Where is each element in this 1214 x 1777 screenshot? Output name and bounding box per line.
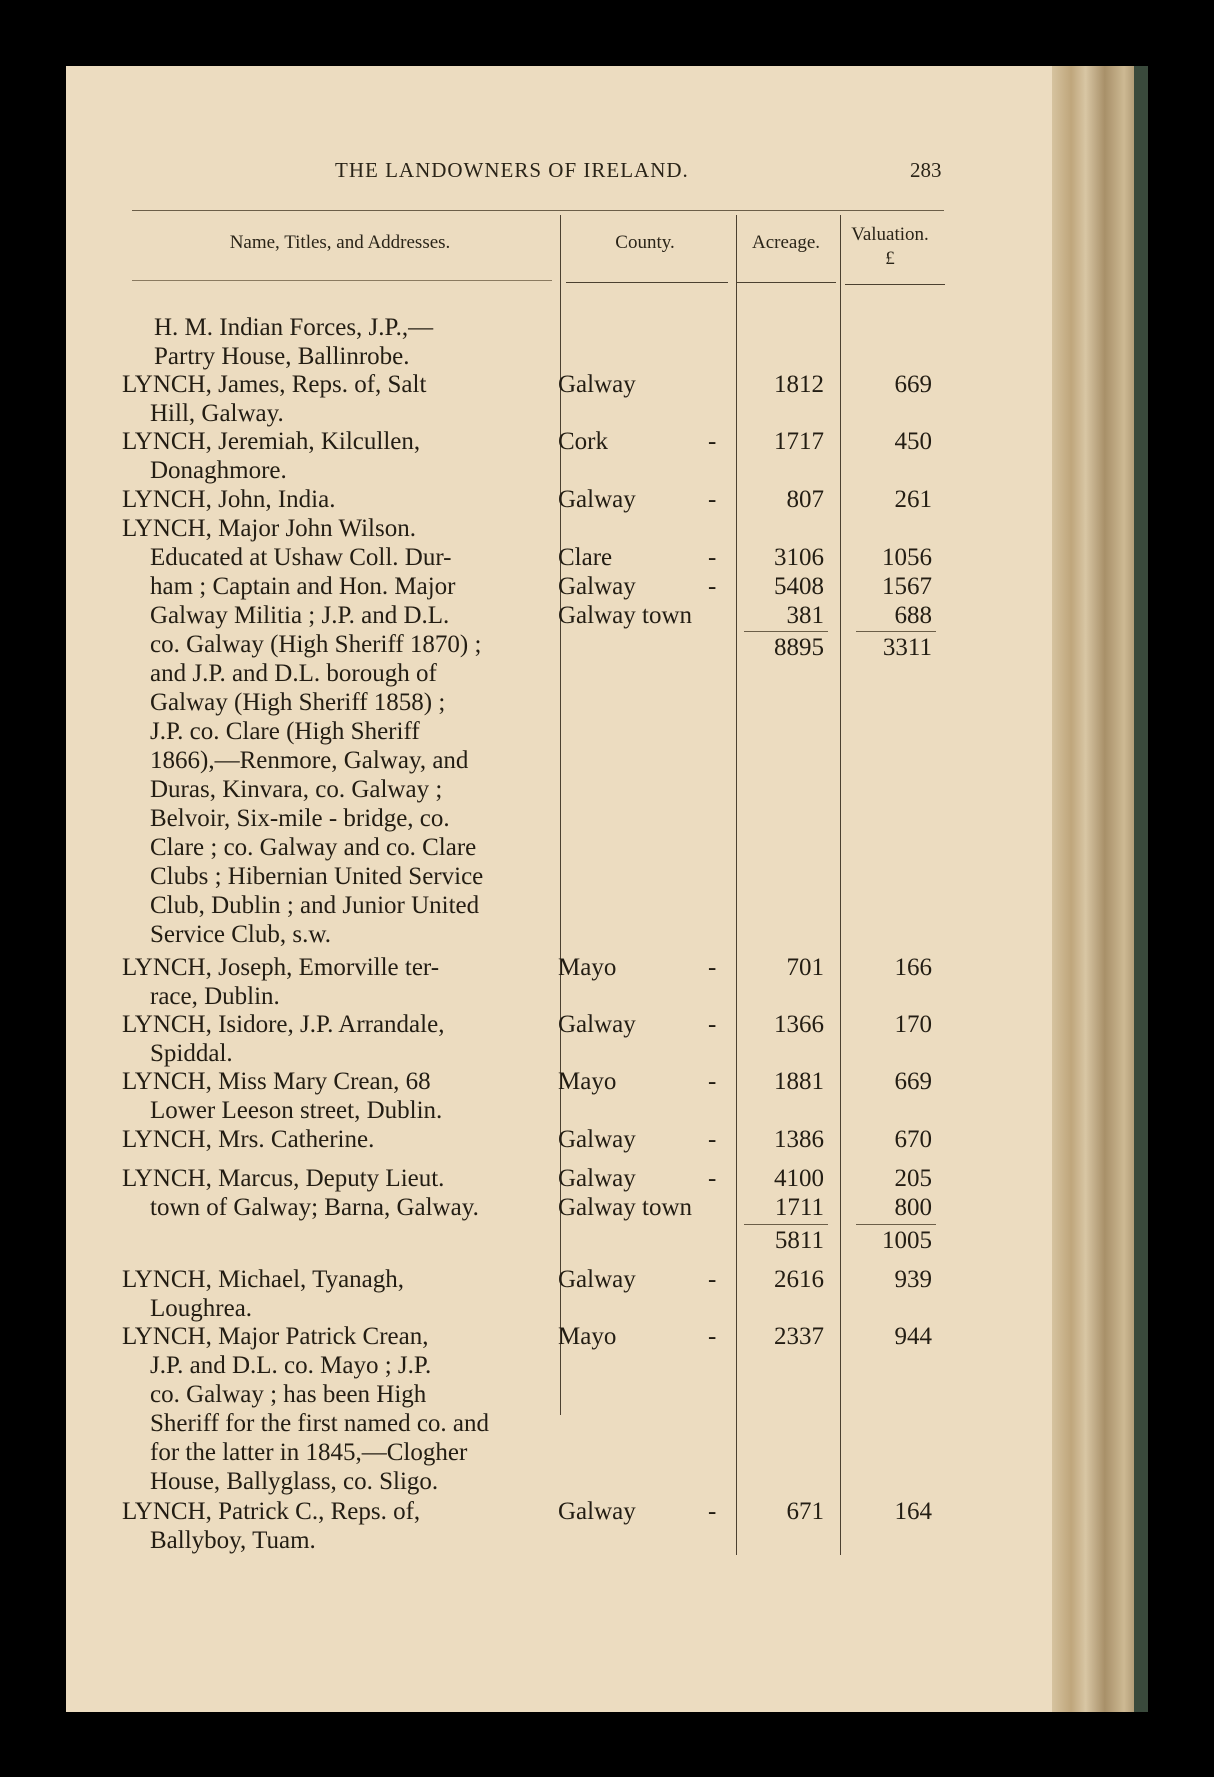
- valuation-unit: £: [885, 248, 895, 269]
- running-title: THE LANDOWNERS OF IRELAND.: [335, 158, 689, 182]
- acreage-cell: 381: [786, 602, 824, 629]
- valuation-cell: 939: [894, 1266, 932, 1293]
- leader-dash: -: [708, 1266, 717, 1293]
- leader-dash: -: [708, 486, 717, 513]
- leader-dash: -: [708, 1323, 717, 1350]
- entry-line: race, Dublin.: [150, 983, 280, 1010]
- leader-dash: -: [708, 1165, 717, 1192]
- entry-line: Educated at Ushaw Coll. Dur-: [150, 544, 452, 571]
- entry-line: LYNCH, Isidore, J.P. Arrandale,: [122, 1011, 445, 1038]
- entry-line: Hill, Galway.: [150, 400, 284, 427]
- leader-dash: -: [708, 544, 717, 571]
- entry-line: town of Galway; Barna, Galway.: [150, 1194, 479, 1221]
- acreage-cell: 1711: [774, 1194, 824, 1221]
- entry-line: LYNCH, Mrs. Catherine.: [122, 1126, 375, 1153]
- column-header-name: Name, Titles, and Addresses.: [229, 232, 451, 253]
- acreage-total: 5811: [774, 1227, 824, 1254]
- column-divider-3: [840, 215, 841, 1555]
- leader-dash: -: [708, 1068, 717, 1095]
- county-cell: Galway: [558, 1498, 636, 1525]
- acreage-cell: 1881: [774, 1068, 824, 1095]
- acreage-cell: 1812: [774, 371, 824, 398]
- entry-line: LYNCH, Major John Wilson.: [122, 515, 416, 542]
- county-cell: Galway: [558, 573, 636, 600]
- sum-rule: [856, 631, 936, 632]
- acreage-cell: 2616: [774, 1266, 824, 1293]
- sum-rule: [856, 1224, 936, 1225]
- valuation-cell: 669: [894, 371, 932, 398]
- valuation-cell: 164: [894, 1498, 932, 1525]
- sum-rule: [744, 1224, 828, 1225]
- valuation-cell: 670: [894, 1126, 932, 1153]
- valuation-cell: 450: [894, 428, 932, 455]
- entry-line: Sheriff for the first named co. and: [150, 1410, 490, 1437]
- header-rule-acreage: [736, 282, 836, 283]
- valuation-cell: 1056: [882, 544, 932, 571]
- entry-line: Club, Dublin ; and Junior United: [150, 892, 480, 919]
- acreage-total: 8895: [774, 634, 824, 661]
- county-cell: Cork: [558, 428, 608, 455]
- entry-line: Donaghmore.: [150, 457, 287, 484]
- entry-line: Duras, Kinvara, co. Galway ;: [150, 776, 443, 803]
- header-rule: [132, 210, 944, 211]
- entry-line: Loughrea.: [150, 1295, 253, 1322]
- acreage-cell: 2337: [774, 1323, 824, 1350]
- valuation-cell: 1567: [882, 573, 932, 600]
- entry-line: H. M. Indian Forces, J.P.,—: [154, 314, 434, 341]
- valuation-cell: 166: [894, 954, 932, 981]
- entry-line: co. Galway (High Sheriff 1870) ;: [150, 631, 482, 658]
- acreage-cell: 701: [786, 954, 824, 981]
- acreage-cell: 5408: [774, 573, 824, 600]
- column-header-valuation: Valuation.: [851, 224, 929, 245]
- entry-line: LYNCH, Michael, Tyanagh,: [122, 1266, 405, 1293]
- entry-line: Ballyboy, Tuam.: [150, 1527, 316, 1554]
- valuation-cell: 669: [894, 1068, 932, 1095]
- valuation-cell: 170: [894, 1011, 932, 1038]
- entry-line: Clubs ; Hibernian United Service: [150, 863, 484, 890]
- valuation-total: 3311: [882, 634, 932, 661]
- entry-line: J.P. co. Clare (High Sheriff: [150, 718, 420, 745]
- valuation-total: 1005: [882, 1227, 932, 1254]
- acreage-cell: 4100: [774, 1165, 824, 1192]
- leader-dash: -: [708, 1011, 717, 1038]
- county-cell: Mayo: [558, 1068, 617, 1095]
- entry-line: Lower Leeson street, Dublin.: [150, 1097, 443, 1124]
- county-cell: Clare: [558, 544, 613, 571]
- county-cell: Mayo: [558, 954, 617, 981]
- entry-line: LYNCH, James, Reps. of, Salt: [122, 371, 427, 398]
- acreage-cell: 3106: [774, 544, 824, 571]
- leader-dash: -: [708, 1126, 717, 1153]
- entry-line: Belvoir, Six-mile - bridge, co.: [150, 805, 450, 832]
- entry-line: Galway (High Sheriff 1858) ;: [150, 689, 446, 716]
- county-cell: Galway: [558, 1011, 636, 1038]
- entry-line: LYNCH, John, India.: [122, 486, 336, 513]
- county-cell: Galway: [558, 486, 636, 513]
- county-cell: Galway town: [558, 1194, 692, 1221]
- leader-dash: -: [708, 1498, 717, 1525]
- valuation-cell: 205: [894, 1165, 932, 1192]
- column-header-acreage: Acreage.: [751, 232, 821, 253]
- page-edge: [1052, 66, 1148, 1712]
- county-cell: Galway town: [558, 602, 692, 629]
- leader-dash: -: [708, 428, 717, 455]
- header-rule-name: [132, 280, 552, 281]
- acreage-cell: 1386: [774, 1126, 824, 1153]
- page-number: 283: [910, 158, 942, 182]
- county-cell: Galway: [558, 1126, 636, 1153]
- column-divider-2: [736, 215, 737, 1555]
- header-rule-county: [566, 282, 728, 283]
- valuation-cell: 688: [894, 602, 932, 629]
- column-header-county: County.: [615, 232, 675, 253]
- header-rule-valuation: [845, 284, 945, 285]
- valuation-cell: 261: [894, 486, 932, 513]
- entry-line: LYNCH, Jeremiah, Kilcullen,: [122, 428, 421, 455]
- entry-line: and J.P. and D.L. borough of: [150, 660, 437, 687]
- entry-line: Clare ; co. Galway and co. Clare: [150, 834, 477, 861]
- entry-line: House, Ballyglass, co. Sligo.: [150, 1468, 439, 1495]
- entry-line: 1866),—Renmore, Galway, and: [150, 747, 469, 774]
- entry-line: Service Club, s.w.: [150, 921, 331, 948]
- valuation-cell: 800: [894, 1194, 932, 1221]
- leader-dash: -: [708, 954, 717, 981]
- entry-line: LYNCH, Joseph, Emorville ter-: [122, 954, 440, 981]
- acreage-cell: 1366: [774, 1011, 824, 1038]
- acreage-cell: 1717: [774, 428, 824, 455]
- acreage-cell: 807: [786, 486, 824, 513]
- entry-line: LYNCH, Marcus, Deputy Lieut.: [122, 1165, 445, 1192]
- entry-line: LYNCH, Miss Mary Crean, 68: [122, 1068, 431, 1095]
- entry-line: J.P. and D.L. co. Mayo ; J.P.: [150, 1352, 432, 1379]
- entry-line: ham ; Captain and Hon. Major: [150, 573, 456, 600]
- acreage-cell: 671: [786, 1498, 824, 1525]
- entry-line: LYNCH, Patrick C., Reps. of,: [122, 1498, 421, 1525]
- entry-line: Galway Militia ; J.P. and D.L.: [150, 602, 450, 629]
- entry-line: Partry House, Ballinrobe.: [154, 343, 410, 370]
- entry-line: LYNCH, Major Patrick Crean,: [122, 1323, 429, 1350]
- county-cell: Galway: [558, 1266, 636, 1293]
- county-cell: Mayo: [558, 1323, 617, 1350]
- entry-line: for the latter in 1845,—Clogher: [150, 1439, 468, 1466]
- leader-dash: -: [708, 573, 717, 600]
- valuation-cell: 944: [894, 1323, 932, 1350]
- county-cell: Galway: [558, 1165, 636, 1192]
- county-cell: Galway: [558, 371, 636, 398]
- entry-line: Spiddal.: [150, 1040, 233, 1067]
- sum-rule: [744, 631, 828, 632]
- entry-line: co. Galway ; has been High: [150, 1381, 427, 1408]
